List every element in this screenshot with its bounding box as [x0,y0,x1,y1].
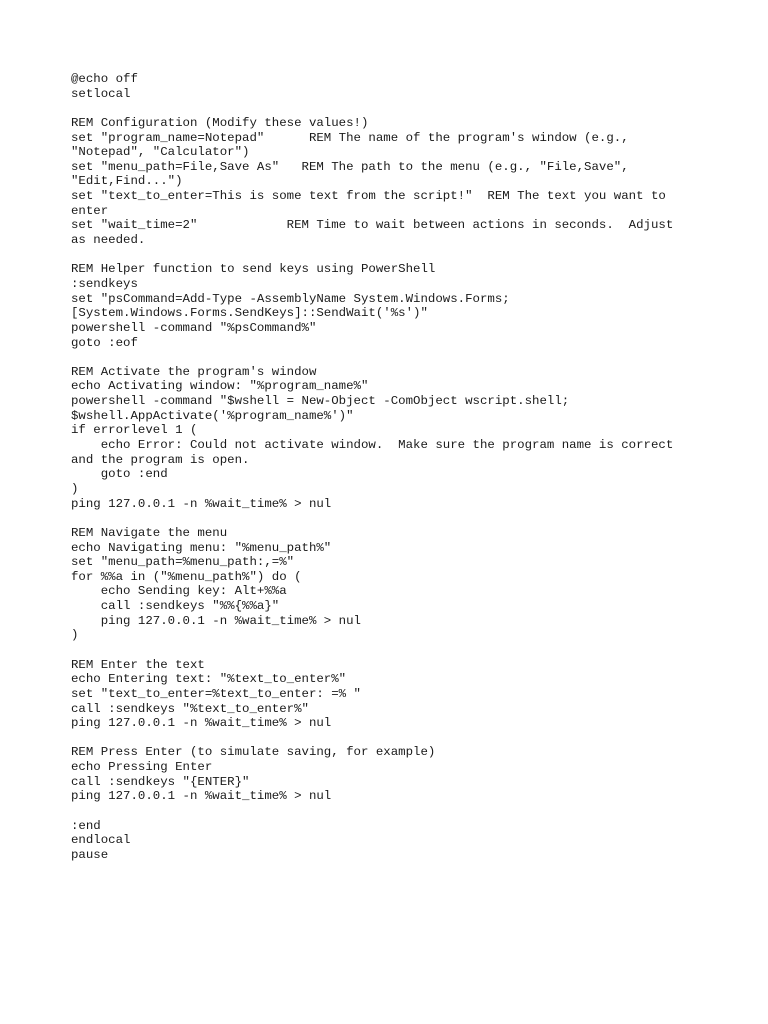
code-line: set "text_to_enter=%text_to_enter: =% " [71,686,361,701]
code-line: REM Configuration (Modify these values!) [71,115,369,130]
code-line: ) [71,481,79,496]
code-line: setlocal [71,86,131,101]
code-line: REM Enter the text [71,657,205,672]
code-line: echo Pressing Enter [71,760,213,775]
code-line: echo Entering text: "%text_to_enter%" [71,672,347,687]
code-line: set "text_to_enter=This is some text from the script!" REM The text you want to [71,189,666,204]
code-line: :end [71,818,101,833]
code-line: ping 127.0.0.1 -n %wait_time% > nul [71,496,332,511]
code-line [71,643,691,658]
code-line: echo Sending key: Alt+%%a [71,584,287,599]
code-line [71,350,691,365]
code-line: set "menu_path=%menu_path:,=%" [71,555,295,570]
code-line: goto :end [71,467,168,482]
code-line: and the program is open. [71,452,250,467]
code-line: REM Activate the program's window [71,364,317,379]
code-line: call :sendkeys "%text_to_enter%" [71,701,309,716]
code-line: call :sendkeys "{ENTER}" [71,774,250,789]
code-line [71,101,691,116]
code-line: as needed. [71,233,146,248]
code-line: echo Error: Could not activate window. Make sure the program name is correct [71,438,674,453]
code-line: REM Navigate the menu [71,525,228,540]
code-line: endlocal [71,833,131,848]
code-line: call :sendkeys "%%{%%a}" [71,599,280,614]
code-line: powershell -command "%psCommand%" [71,320,317,335]
code-line: REM Press Enter (to simulate saving, for example) [71,745,436,760]
code-line: "Edit,Find...") [71,174,183,189]
code-line: set "wait_time=2" REM Time to wait between actions in seconds. Adjust [71,218,674,233]
code-line: for %%a in ("%menu_path%") do ( [71,569,302,584]
code-line: set "program_name=Notepad" REM The name of the program's window (e.g., [71,130,629,145]
code-line: ) [71,628,79,643]
code-line: @echo off [71,72,138,86]
code-line: set "menu_path=File,Save As" REM The path to the menu (e.g., "File,Save", [71,159,629,174]
code-line [71,731,691,746]
code-line: if errorlevel 1 ( [71,423,198,438]
code-line: enter [71,203,109,218]
code-line [71,804,691,819]
code-line: REM Helper function to send keys using PowerShell [71,262,436,277]
code-line: ping 127.0.0.1 -n %wait_time% > nul [71,613,361,628]
code-line: set "psCommand=Add-Type -AssemblyName System.Windows.Forms; [71,291,510,306]
code-line [71,511,691,526]
code-line [71,248,691,263]
code-line: pause [71,847,109,862]
code-line: ping 127.0.0.1 -n %wait_time% > nul [71,716,332,731]
code-line: powershell -command "$wshell = New-Object -ComObject wscript.shell; [71,394,570,409]
code-line: goto :eof [71,335,138,350]
code-line: echo Activating window: "%program_name%" [71,379,369,394]
code-line: "Notepad", "Calculator") [71,145,250,160]
code-line: $wshell.AppActivate('%program_name%')" [71,408,354,423]
batch-script-code [71,72,691,863]
code-line: [System.Windows.Forms.SendKeys]::SendWait('%s')" [71,306,428,321]
code-line: :sendkeys [71,276,138,291]
code-line: echo Navigating menu: "%menu_path%" [71,540,332,555]
code-line: ping 127.0.0.1 -n %wait_time% > nul [71,789,332,804]
